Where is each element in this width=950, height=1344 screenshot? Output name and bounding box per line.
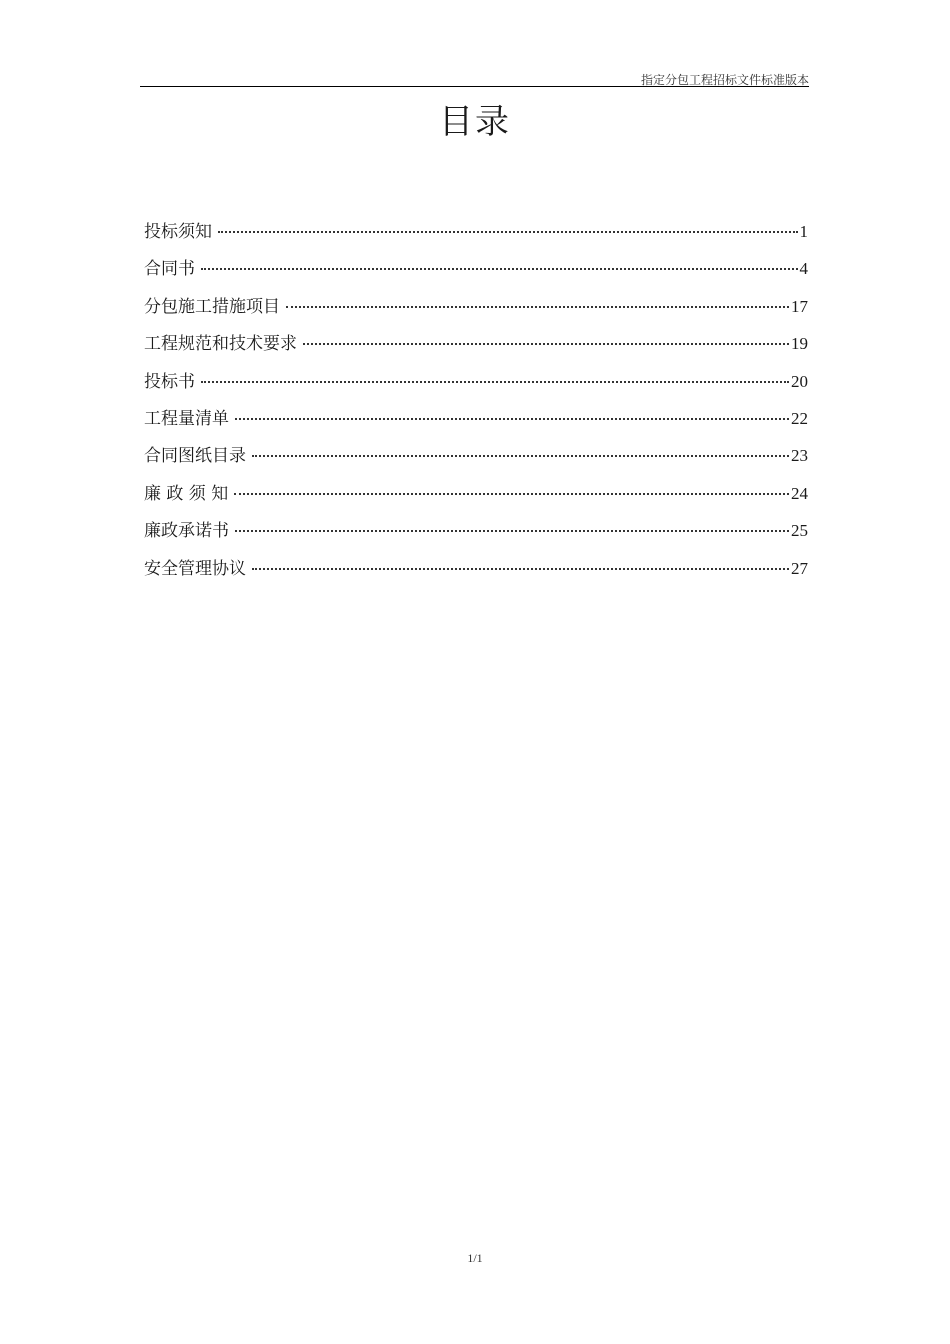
- toc-dot-leader: [234, 493, 789, 495]
- toc-entry-label: 工程量清单: [144, 408, 229, 429]
- toc-dot-leader: [201, 381, 789, 383]
- toc-entry[interactable]: [144, 220, 808, 257]
- toc-dot-leader: [201, 268, 798, 270]
- toc-entry[interactable]: [144, 257, 808, 294]
- toc-entry-page: 17: [791, 296, 808, 316]
- toc-list: [144, 220, 808, 594]
- toc-entry-page: 23: [791, 446, 808, 466]
- toc-entry[interactable]: [144, 482, 808, 519]
- toc-entry-label: 投标书: [144, 371, 195, 392]
- toc-entry-label: 合同图纸目录: [144, 446, 246, 467]
- toc-entry-page: 24: [791, 483, 808, 503]
- toc-entry-page: 19: [791, 334, 808, 354]
- toc-entry[interactable]: [144, 370, 808, 407]
- toc-entry[interactable]: [144, 444, 808, 481]
- page-number: 1/1: [467, 1251, 483, 1265]
- toc-entry[interactable]: [144, 407, 808, 444]
- toc-entry[interactable]: [144, 295, 808, 332]
- toc-entry-page: 20: [791, 371, 808, 391]
- toc-dot-leader: [252, 568, 789, 570]
- toc-entry[interactable]: [144, 332, 808, 369]
- toc-entry-label: 合同书: [144, 259, 195, 280]
- toc-entry-label: 廉 政 须 知: [144, 483, 229, 504]
- toc-entry-page: 27: [791, 558, 808, 578]
- toc-dot-leader: [235, 530, 789, 532]
- toc-entry-page: 25: [791, 521, 808, 541]
- running-header: 指定分包工程招标文件标准版本: [640, 73, 809, 87]
- toc-entry-label: 安全管理协议: [144, 558, 246, 579]
- toc-dot-leader: [303, 343, 789, 345]
- toc-dot-leader: [286, 306, 789, 308]
- toc-entry[interactable]: [144, 519, 808, 556]
- toc-entry-label: 分包施工措施项目: [144, 296, 280, 317]
- toc-dot-leader: [235, 418, 789, 420]
- toc-entry-label: 工程规范和技术要求: [144, 334, 297, 355]
- toc-entry-page: 1: [799, 222, 808, 241]
- toc-entry-label: 廉政承诺书: [144, 521, 229, 542]
- toc-entry[interactable]: [144, 557, 808, 594]
- toc-dot-leader: [218, 231, 798, 233]
- toc-entry-page: 4: [799, 259, 808, 279]
- toc-dot-leader: [252, 455, 789, 457]
- toc-title: 目录: [439, 102, 511, 142]
- header-rule: [140, 86, 809, 87]
- toc-entry-label: 投标须知: [144, 222, 212, 242]
- toc-entry-page: 22: [791, 408, 808, 428]
